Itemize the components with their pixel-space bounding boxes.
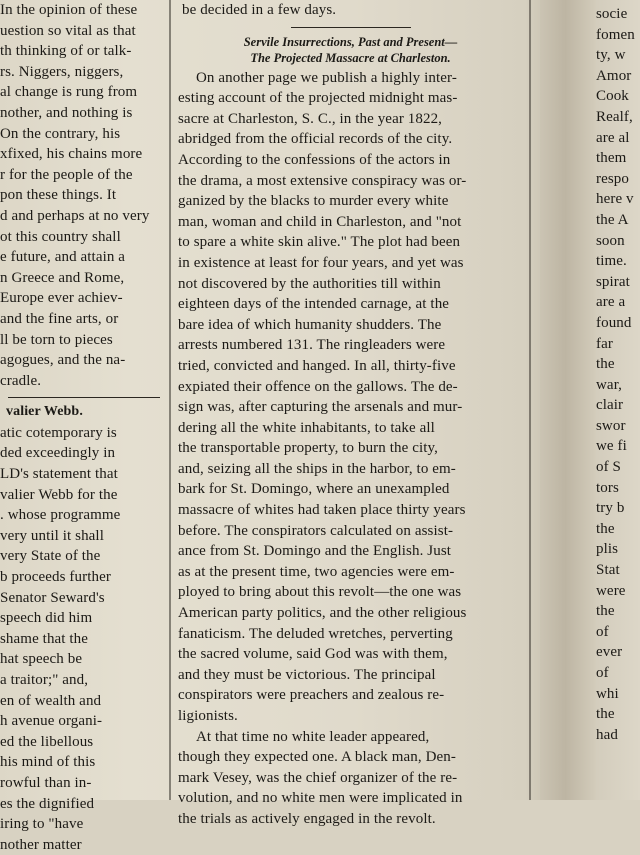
text-line: xfixed, his chains more: [0, 146, 143, 163]
text-line: atic cotemporary is: [0, 424, 117, 441]
text-line: agogues, and the na-: [0, 352, 126, 369]
text-line: respo: [596, 170, 629, 187]
text-line: e future, and attain a: [0, 249, 126, 266]
text-line: the: [596, 603, 615, 620]
text-line: very State of the: [0, 548, 101, 565]
text-line: al change is rung from: [0, 84, 138, 101]
text-line: sign was, after capturing the arsenals and mur-: [178, 399, 463, 416]
text-line: h avenue organi-: [0, 713, 103, 730]
text-line: conspirators were preachers and zealous re-: [178, 687, 445, 704]
text-line: fanaticism. The deluded wretches, perverting: [178, 625, 453, 642]
text-line: spirat: [596, 273, 630, 290]
right-column-text: [596, 0, 640, 745]
article-body: [178, 68, 523, 830]
text-line: volution, and no white men were implicated in: [178, 790, 463, 807]
text-line: soon: [596, 232, 625, 249]
text-line: ever: [596, 644, 623, 661]
text-line: nother matter: [0, 836, 82, 853]
text-line: rowful than in-: [0, 774, 92, 791]
text-line: cradle.: [0, 372, 42, 389]
text-line: bare idea of which humanity shudders. The: [178, 316, 442, 333]
text-line: swor: [596, 417, 626, 434]
text-line: the A: [596, 211, 629, 228]
right-column: [596, 0, 640, 800]
text-line: the drama, a most extensive conspiracy was or-: [178, 172, 467, 189]
text-line: en of wealth and: [0, 692, 102, 709]
text-line: fomen: [596, 26, 635, 43]
text-line: iring to "have: [0, 816, 84, 833]
left-column-text-top: [0, 0, 168, 391]
text-line: ty, w: [596, 47, 626, 64]
text-line: were: [596, 582, 626, 599]
text-line: in existence at least for four years, and yet was: [178, 254, 464, 271]
article-headline-2: The Projected Massacre at Charleston.: [250, 50, 451, 65]
text-line: the trials as actively engaged in the revolt.: [178, 810, 436, 827]
left-column-text-bottom: [0, 423, 168, 855]
text-line: At that time no white leader appeared,: [196, 728, 430, 745]
text-line: of: [596, 623, 609, 640]
text-line: esting account of the projected midnight mas-: [178, 90, 458, 107]
text-line: . whose programme: [0, 507, 121, 524]
text-line: are a: [596, 294, 626, 311]
text-line: American party politics, and the other religious: [178, 605, 467, 622]
text-line: abridged from the official records of the city.: [178, 131, 453, 148]
text-line: and, seizing all the ships in the harbor, to em-: [178, 460, 456, 477]
text-line: sacre at Charleston, S. C., in the year 1822,: [178, 110, 443, 127]
text-line: and the fine arts, or: [0, 310, 119, 327]
text-line: n Greece and Rome,: [0, 269, 125, 286]
text-line: d and perhaps at no very: [0, 207, 150, 224]
text-line: had: [596, 726, 618, 743]
text-line: found: [596, 314, 632, 331]
text-line: are al: [596, 129, 630, 146]
text-line: shame that the: [0, 630, 89, 647]
text-line: man, woman and child in Charleston, and "not: [178, 213, 462, 230]
text-line: ded exceedingly in: [0, 445, 116, 462]
text-line: his mind of this: [0, 754, 96, 771]
text-line: b proceeds further: [0, 569, 111, 586]
text-line: far: [596, 335, 613, 352]
text-line: expiated their offence on the gallows. The de-: [178, 378, 458, 395]
text-line: to spare a white skin alive." The plot had been: [178, 234, 461, 251]
text-line: the: [596, 520, 615, 537]
left-column-subhead: valier Webb.: [6, 404, 83, 420]
text-line: Stat: [596, 562, 620, 579]
text-line: the: [596, 356, 615, 373]
text-line: r for the people of the: [0, 166, 133, 183]
text-line: Senator Seward's: [0, 589, 105, 606]
text-line: pon these things. It: [0, 187, 117, 204]
text-line: bark for St. Domingo, where an unexampled: [178, 481, 450, 498]
text-line: ll be torn to pieces: [0, 331, 113, 348]
text-line: tors: [596, 479, 619, 496]
text-line: as at the present time, two agencies were em-: [178, 563, 455, 580]
text-line: time.: [596, 253, 627, 270]
text-line: ligionists.: [178, 708, 238, 724]
text-line: uestion so vital as that: [0, 22, 136, 39]
text-line: eighteen days of the intended carnage, at the: [178, 296, 450, 313]
text-line: a traitor;" and,: [0, 672, 89, 688]
text-line: es the dignified: [0, 795, 95, 812]
text-line: clair: [596, 397, 624, 414]
text-line: Realf,: [596, 108, 633, 125]
text-line: th thinking of or talk-: [0, 43, 132, 60]
text-line: dering all the white inhabitants, to take all: [178, 419, 435, 436]
text-line: mark Vesey, was the chief organizer of the re-: [178, 769, 458, 786]
text-line: valier Webb for the: [0, 486, 118, 503]
text-line: ed the libellous: [0, 733, 94, 750]
text-line: before. The conspirators calculated on assist-: [178, 522, 454, 539]
text-line: Cook: [596, 88, 629, 105]
text-line: In the opinion of these: [0, 2, 138, 18]
article-separator: [291, 27, 411, 28]
left-column: [0, 0, 168, 853]
text-line: rs. Niggers, niggers,: [0, 63, 124, 80]
text-line: Amor: [596, 67, 632, 84]
text-line: ance from St. Domingo and the English. Just: [178, 543, 452, 560]
text-line: nother, and nothing is: [0, 104, 133, 121]
text-line: hat speech be: [0, 651, 83, 668]
text-line: we fi: [596, 438, 627, 455]
page-gutter: [540, 0, 596, 800]
text-line: LD's statement that: [0, 466, 118, 483]
text-line: the transportable property, to burn the city,: [178, 440, 438, 457]
text-line: ganized by the blacks to murder every white: [178, 193, 449, 210]
text-line: them: [596, 150, 627, 167]
text-line: Europe ever achiev-: [0, 290, 123, 307]
text-line: of S: [596, 459, 621, 476]
text-line: very until it shall: [0, 527, 104, 544]
text-line: tried, convicted and hanged. In all, thirty-five: [178, 357, 456, 374]
middle-column: [178, 0, 523, 827]
text-line: massacre of whites had taken place thirty years: [178, 502, 466, 519]
column-rule-left: [169, 0, 171, 800]
column-rule-right: [529, 0, 531, 800]
text-line: not discovered by the authorities till within: [178, 275, 441, 292]
text-line: On another page we publish a highly inter-: [196, 69, 457, 86]
text-line: the sacred volume, said God was with them,: [178, 646, 448, 663]
text-line: of: [596, 665, 609, 681]
text-line: arrests numbered 131. The ringleaders were: [178, 337, 446, 354]
text-line: and they must be victorious. The principal: [178, 666, 436, 683]
text-line: speech did him: [0, 610, 93, 627]
text-line: On the contrary, his: [0, 125, 121, 142]
text-line: whi: [596, 685, 619, 702]
text-line: war,: [596, 376, 623, 393]
text-line: here v: [596, 191, 634, 208]
text-line: the: [596, 706, 615, 723]
text-line: plis: [596, 541, 619, 558]
text-line: try b: [596, 500, 625, 517]
left-column-divider: [8, 397, 160, 398]
text-line: ot this country shall: [0, 228, 121, 245]
article-headline-1: Servile Insurrections, Past and Present—: [243, 34, 458, 49]
text-line: ployed to bring about this revolt—the one was: [178, 584, 462, 601]
text-line: though they expected one. A black man, Den-: [178, 749, 456, 766]
text-line: socie: [596, 6, 628, 22]
text-line: According to the confessions of the actors in: [178, 151, 451, 168]
middle-column-top-line: be decided in a few days.: [182, 2, 337, 18]
